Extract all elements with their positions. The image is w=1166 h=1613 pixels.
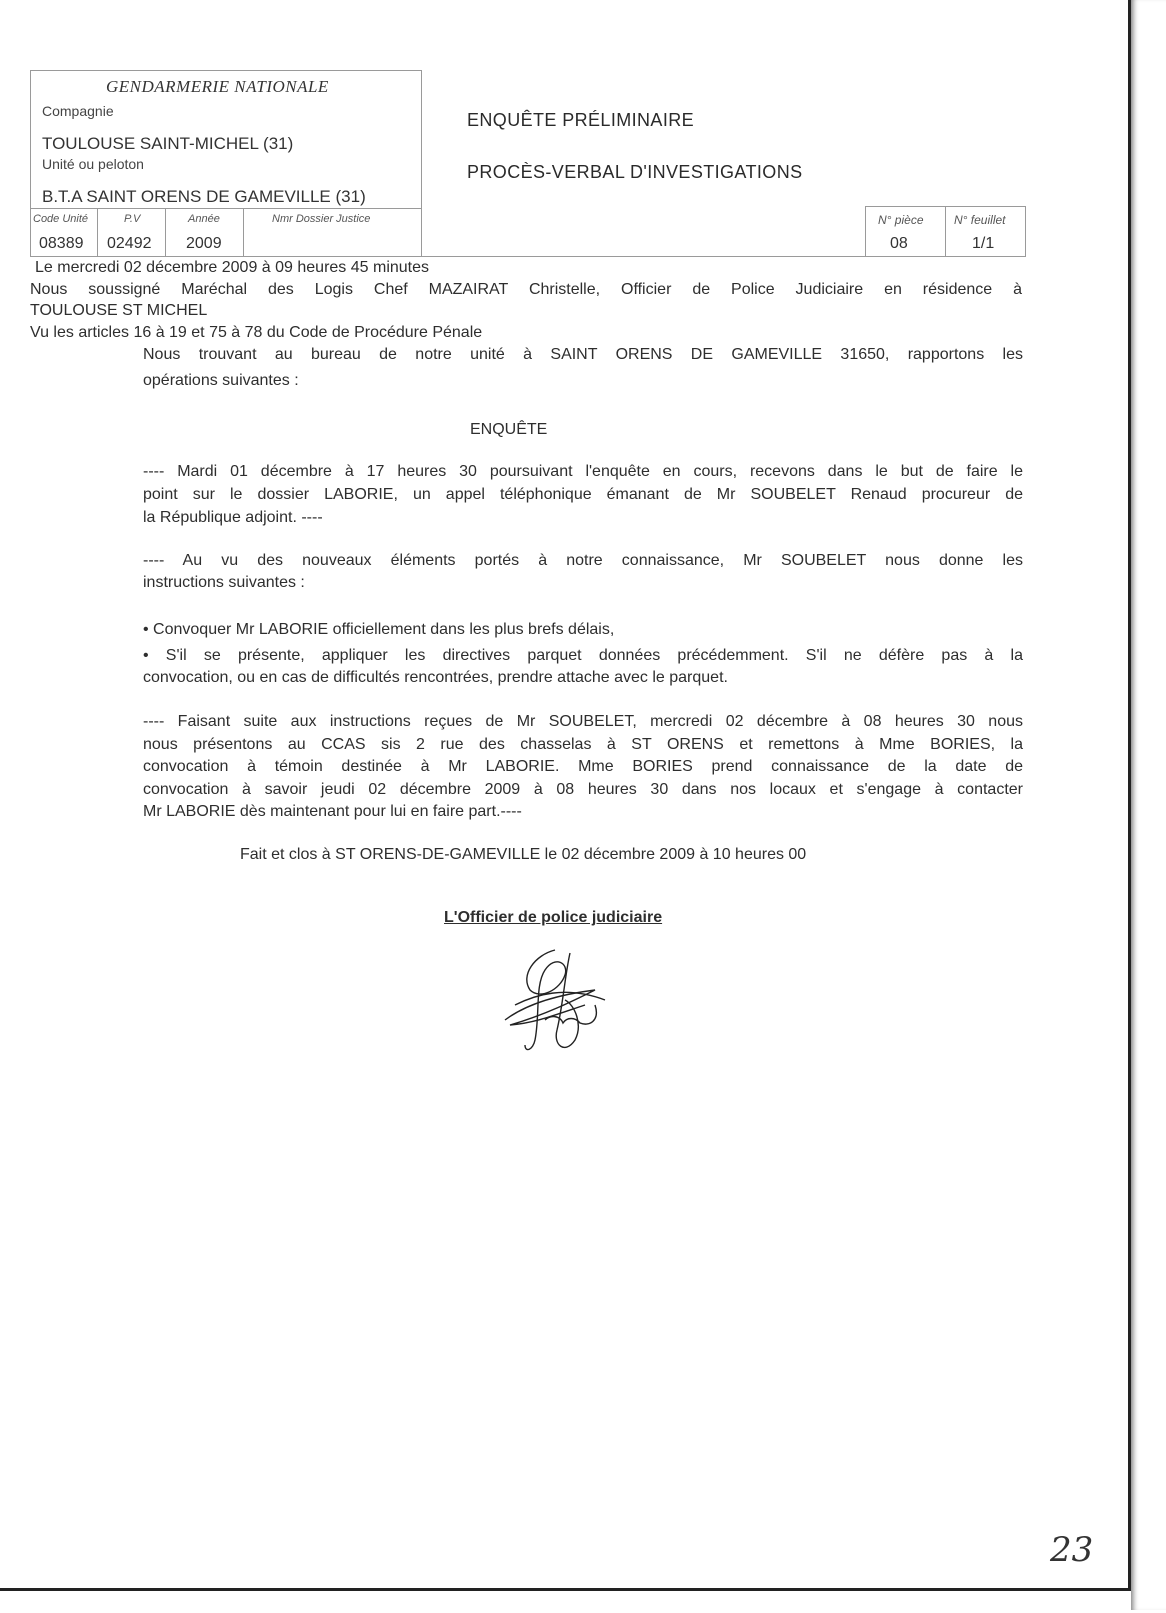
header-divider <box>30 256 1025 257</box>
feuillet-value: 1/1 <box>972 235 995 252</box>
intro-officer: Nous soussigné Maréchal des Logis Chef MAZAIRAT Christelle, Officier de Police Judiciaire en résidence à <box>30 281 1022 298</box>
piece-label: N° pièce <box>878 213 924 227</box>
para2-line: instructions suivantes : <box>143 574 305 591</box>
location-line: opérations suivantes : <box>143 372 299 389</box>
para3-line: convocation à témoin destinée à Mr LABORIE. Mme BORIES prend connaissance de la date de <box>143 758 1023 775</box>
feuillet-label: N° feuillet <box>954 213 1006 227</box>
signature-title: L'Officier de police judiciaire <box>444 909 663 926</box>
compagnie-label: Compagnie <box>42 103 114 119</box>
para1-line: point sur le dossier LABORIE, un appel téléphonique émanant de Mr SOUBELET Renaud procureur de <box>143 486 1023 503</box>
page-edge <box>1128 0 1166 1610</box>
annee-label: Année <box>188 213 220 225</box>
bullet-item: • S'il se présente, appliquer les directives parquet données précédemment. S'il ne défère pas à la <box>143 647 1023 664</box>
para3-line: convocation à savoir jeudi 02 décembre 2009 à 08 heures 30 dans nos locaux et s'engage à contacter <box>143 781 1023 798</box>
compagnie-value: TOULOUSE SAINT-MICHEL (31) <box>42 134 294 153</box>
intro-residence: TOULOUSE ST MICHEL <box>30 302 208 319</box>
code-unite-value: 08389 <box>39 235 84 252</box>
intro-date: Le mercredi 02 décembre 2009 à 09 heures 45 minutes <box>35 259 430 276</box>
para2-line: ---- Au vu des nouveaux éléments portés à notre connaissance, Mr SOUBELET nous donne les <box>143 552 1023 569</box>
page-edge-bottom <box>0 1588 1131 1613</box>
doc-title-enquete: ENQUÊTE PRÉLIMINAIRE <box>467 110 695 130</box>
location-line: Nous trouvant au bureau de notre unité à SAINT ORENS DE GAMEVILLE 31650, rapportons les <box>143 346 1023 363</box>
annee-value: 2009 <box>186 235 222 252</box>
bullet-item-cont: convocation, ou en cas de difficultés rencontrées, prendre attache avec le parquet. <box>143 669 728 686</box>
pv-value: 02492 <box>107 235 152 252</box>
org-name: GENDARMERIE NATIONALE <box>106 77 329 96</box>
code-unite-label: Code Unité <box>33 213 89 225</box>
signature <box>495 945 615 1060</box>
doc-title-pv: PROCÈS-VERBAL D'INVESTIGATIONS <box>467 162 803 182</box>
dossier-label: Nmr Dossier Justice <box>272 213 371 225</box>
intro-articles: Vu les articles 16 à 19 et 75 à 78 du Code de Procédure Pénale <box>30 324 483 341</box>
section-heading: ENQUÊTE <box>470 421 548 438</box>
closing-line: Fait et clos à ST ORENS-DE-GAMEVILLE le 02 décembre 2009 à 10 heures 00 <box>240 846 807 863</box>
para1-line: ---- Mardi 01 décembre à 17 heures 30 poursuivant l'enquête en cours, recevons dans le but de faire le <box>143 463 1023 480</box>
unite-label: Unité ou peloton <box>42 156 144 172</box>
para3-line: Mr LABORIE dès maintenant pour lui en faire part.---- <box>143 803 522 820</box>
unite-value: B.T.A SAINT ORENS DE GAMEVILLE (31) <box>42 187 366 206</box>
piece-value: 08 <box>890 235 908 252</box>
page-number: 23 <box>1050 1530 1094 1570</box>
bullet-item: • Convoquer Mr LABORIE officiellement dans les plus brefs délais, <box>143 621 615 638</box>
pv-label: P.V <box>124 213 141 225</box>
para1-line: la République adjoint. ---- <box>143 509 323 526</box>
para3-line: nous présentons au CCAS sis 2 rue des chasselas à ST ORENS et remettons à Mme BORIES, la <box>143 736 1023 753</box>
para3-line: ---- Faisant suite aux instructions reçues de Mr SOUBELET, mercredi 02 décembre à 08 heures 30 nous <box>143 713 1023 730</box>
